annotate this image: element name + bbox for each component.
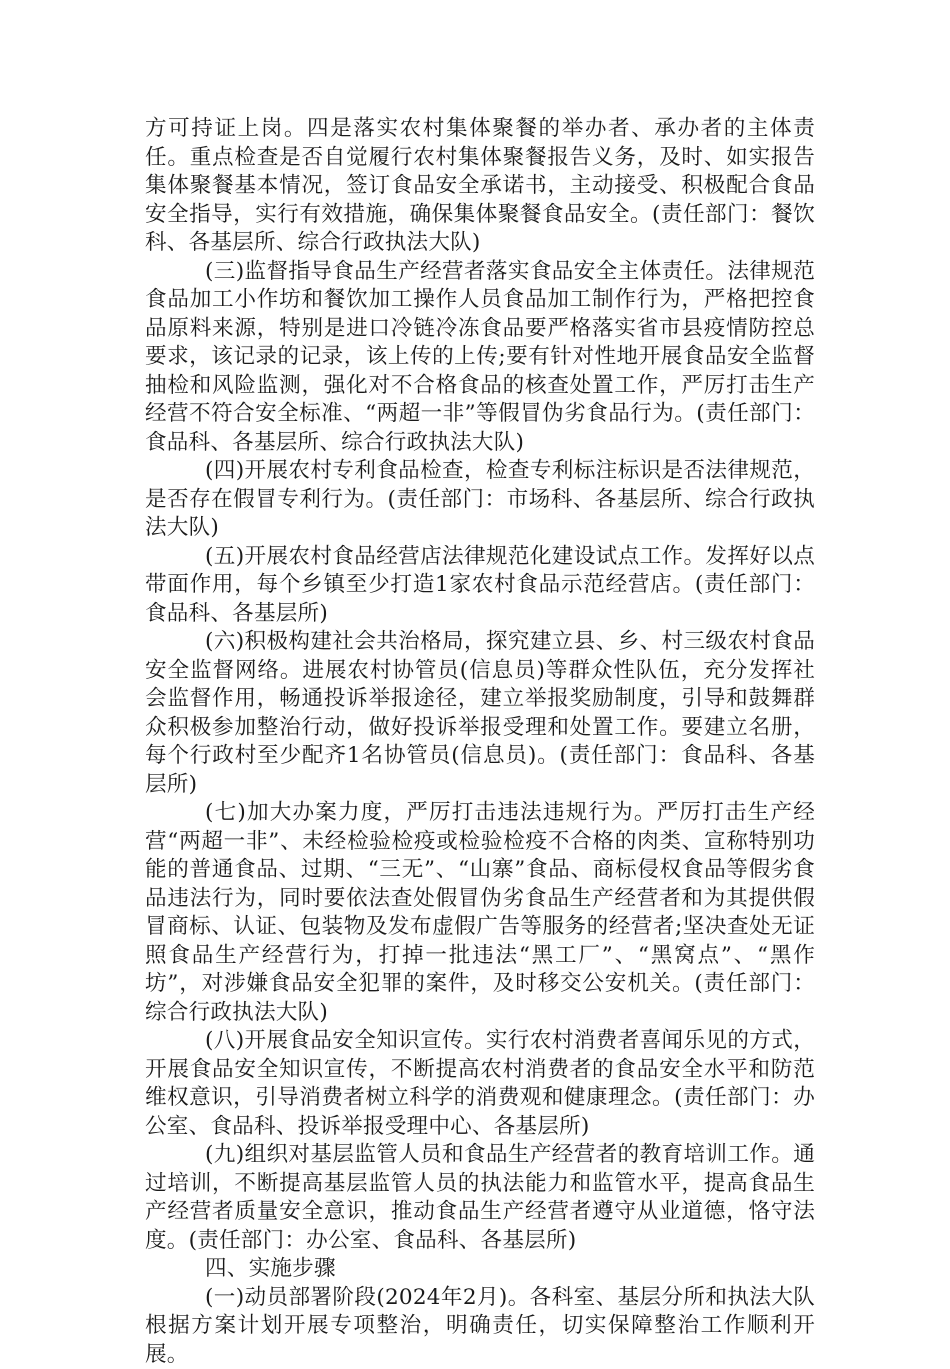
paragraph-item-6: (六)积极构建社会共治格局，探究建立县、乡、村三级农村食品安全监督网络。进展农村协管员(信息员)等群众性队伍，充分发挥社会监督作用，畅通投诉举报途径，建立举报奖励制度，引导和鼓舞群众积极参加整治行动，做好投诉举报受理和处置工作。要建立名册，每个行政村至少配齐1名协管员(信息员)。(责任部门：食品科、各基层所) bbox=[145, 628, 815, 799]
paragraph-item-9: (九)组织对基层监管人员和食品生产经营者的教育培训工作。通过培训，不断提高基层监管人员的执法能力和监管水平，提高食品生产经营者质量安全意识，推动食品生产经营者遵守从业道德，恪守法度。(责任部门：办公室、食品科、各基层所) bbox=[145, 1141, 815, 1255]
paragraph-item-4: (四)开展农村专利食品检查，检查专利标注标识是否法律规范，是否存在假冒专利行为。(责任部门：市场科、各基层所、综合行政执法大队) bbox=[145, 457, 815, 543]
paragraph-continuation: 方可持证上岗。四是落实农村集体聚餐的举办者、承办者的主体责任。重点检查是否自觉履行农村集体聚餐报告义务，及时、如实报告集体聚餐基本情况，签订食品安全承诺书，主动接受、积极配合食品安全指导，实行有效措施，确保集体聚餐食品安全。(责任部门：餐饮科、各基层所、综合行政执法大队) bbox=[145, 115, 815, 258]
paragraph-item-5: (五)开展农村食品经营店法律规范化建设试点工作。发挥好以点带面作用，每个乡镇至少打造1家农村食品示范经营店。(责任部门：食品科、各基层所) bbox=[145, 543, 815, 629]
paragraph-step-1: (一)动员部署阶段(2024年2月)。各科室、基层分所和执法大队根据方案计划开展专项整治，明确责任，切实保障整治工作顺利开展。 bbox=[145, 1284, 815, 1369]
document-body bbox=[145, 115, 815, 1369]
paragraph-item-8: (八)开展食品安全知识宣传。实行农村消费者喜闻乐见的方式，开展食品安全知识宣传，不断提高农村消费者的食品安全水平和防范维权意识，引导消费者树立科学的消费观和健康理念。(责任部门：办公室、食品科、投诉举报受理中心、各基层所) bbox=[145, 1027, 815, 1141]
paragraph-item-7: (七)加大办案力度，严厉打击违法违规行为。严厉打击生产经营“两超一非”、未经检验检疫或检验检疫不合格的肉类、宣称特别功能的普通食品、过期、“三无”、“山寨”食品、商标侵权食品等假劣食品违法行为，同时要依法查处假冒伪劣食品生产经营者和为其提供假冒商标、认证、包装物及发布虚假广告等服务的经营者;坚决查处无证照食品生产经营行为，打掉一批违法“黑工厂”、“黑窝点”、“黑作坊”，对涉嫌食品安全犯罪的案件，及时移交公安机关。(责任部门：综合行政执法大队) bbox=[145, 799, 815, 1027]
paragraph-item-3: (三)监督指导食品生产经营者落实食品安全主体责任。法律规范食品加工小作坊和餐饮加工操作人员食品加工制作行为，严格把控食品原料来源，特别是进口冷链冷冻食品要严格落实省市县疫情防控总要求，该记录的记录，该上传的上传;要有针对性地开展食品安全监督抽检和风险监测，强化对不合格食品的核查处置工作，严厉打击生产经营不符合安全标准、“两超一非”等假冒伪劣食品行为。(责任部门：食品科、各基层所、综合行政执法大队) bbox=[145, 258, 815, 458]
section-heading-implementation-steps: 四、实施步骤 bbox=[145, 1255, 815, 1284]
